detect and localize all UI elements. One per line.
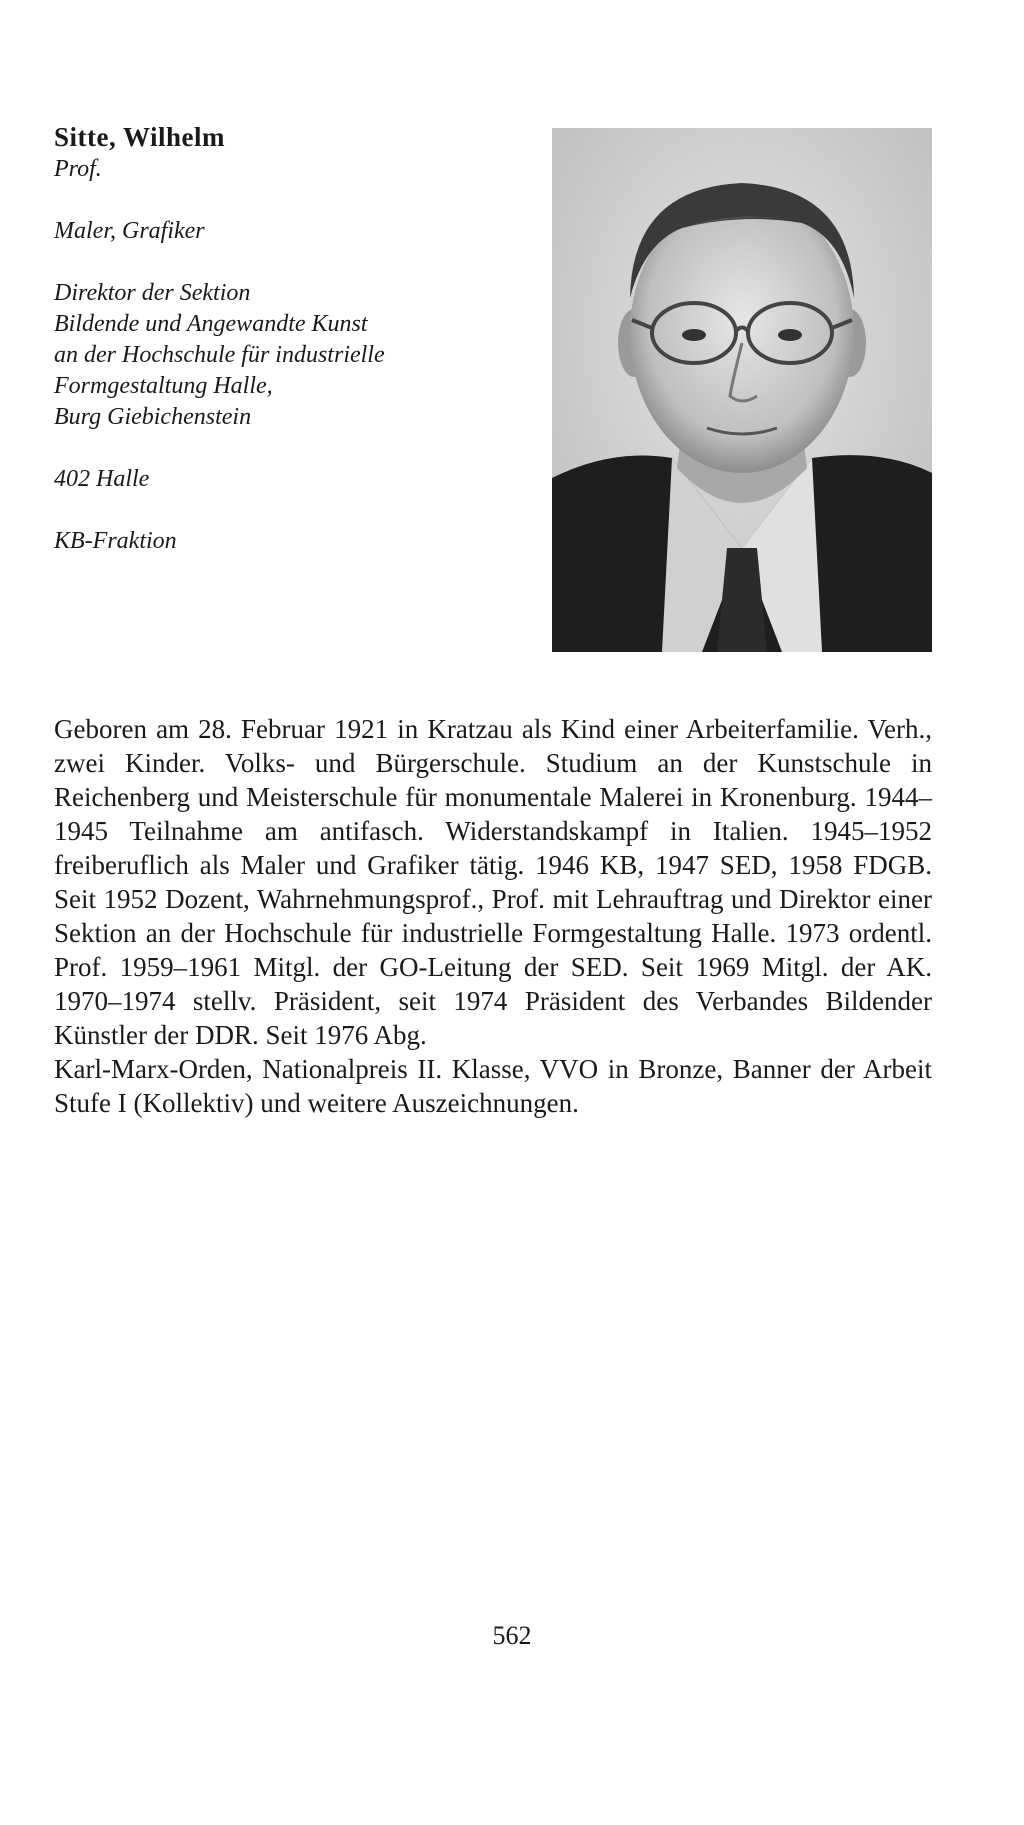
position-line: an der Hochschule für industrielle bbox=[54, 342, 385, 368]
entry-header bbox=[54, 120, 494, 557]
page-number: 562 bbox=[492, 1621, 532, 1650]
academic-title: Prof. bbox=[54, 156, 102, 182]
person-name: Sitte, Wilhelm bbox=[54, 122, 226, 152]
portrait-illustration bbox=[552, 128, 932, 652]
biography-paragraph: Geboren am 28. Februar 1921 in Kratzau als Kind einer Arbeiterfamilie. Verh., zwei Kinder. Volks- und Bürgerschule. Studium an der Kunstschule in Reichenberg und Meisterschule für monumentale Malerei in Kronenburg. 1944–1945 Teilnahme am antifasch. Widerstandskampf in Italien. 1945–1952 freiberuflich als Maler und Grafiker tätig. 1946 KB, 1947 SED, 1958 FDGB. Seit 1952 Dozent, Wahrnehmungsprof., Prof. mit Lehrauftrag und Direktor einer Sektion an der Hochschule für industrielle Formgestaltung Halle. 1973 ordentl. Prof. 1959–1961 Mitgl. der GO-Leitung der SED. Seit 1969 Mitgl. der AK. 1970–1974 stellv. Präsident, seit 1974 Präsident des Verbandes Bildender Künstler der DDR. Seit 1976 Abg. bbox=[54, 714, 932, 1050]
awards-paragraph: Karl-Marx-Orden, Nationalpreis II. Klasse, VVO in Bronze, Banner der Arbeit Stufe I (Kollektiv) und weitere Auszeichnungen. bbox=[54, 1054, 932, 1118]
position-line: Direktor der Sektion bbox=[54, 280, 251, 306]
profession: Maler, Grafiker bbox=[54, 218, 205, 244]
position-line: Burg Giebichenstein bbox=[54, 404, 252, 430]
biography bbox=[54, 712, 932, 1120]
position-line: Formgestaltung Halle, bbox=[54, 373, 273, 399]
address: 402 Halle bbox=[54, 466, 150, 492]
faction: KB-Fraktion bbox=[54, 528, 177, 554]
portrait-photo bbox=[552, 128, 932, 652]
position-line: Bildende und Angewandte Kunst bbox=[54, 311, 368, 337]
